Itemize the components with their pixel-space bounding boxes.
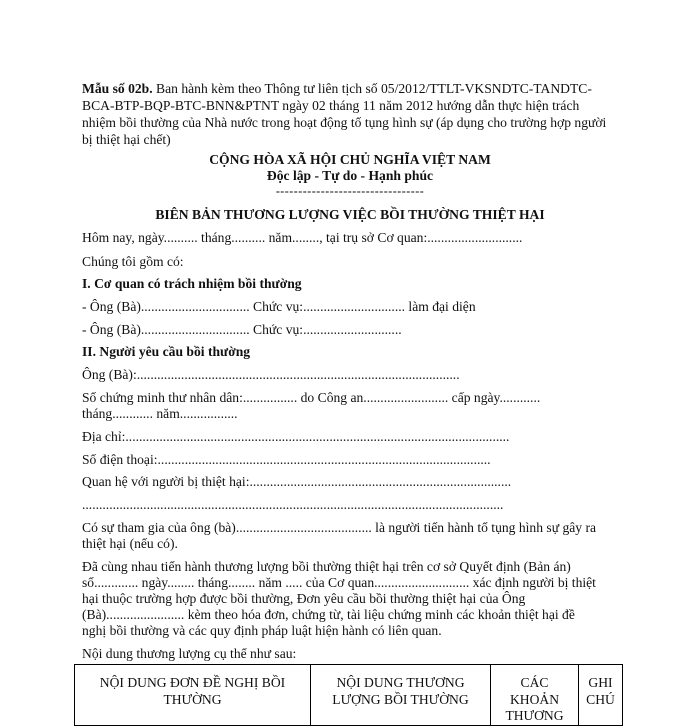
blank-dotted-line: ............................................................................................................................	[82, 497, 504, 512]
form-header-line-3: nhiệm bồi thường của Nhà nước trong hoạt động tố tụng hình sự (áp dụng cho trường hợp người	[82, 115, 607, 130]
motto-divider: ---------------------------------	[275, 184, 425, 198]
form-header-line-1	[82, 81, 592, 98]
phone-line: Số điện thoại:..................................................................................................	[82, 452, 491, 467]
document-title: BIÊN BẢN THƯƠNG LƯỢNG VIỆC BỒI THƯỜNG THIỆT HẠI	[155, 207, 545, 222]
representative-1-line: - Ông (Bà)................................ Chức vụ:.............................. làm đại diện	[82, 299, 476, 314]
participation-line-2: thiệt hại (nếu có).	[82, 536, 178, 551]
content-intro-line: Nội dung thương lượng cụ thể như sau:	[82, 646, 297, 661]
table-header-row	[75, 665, 623, 726]
agreement-line-5: nghị bồi thường và các quy định pháp luật hiện hành có liên quan.	[82, 623, 442, 638]
id-card-line-1: Số chứng minh thư nhân dân:................ do Công an......................... cấp ngày............	[82, 390, 541, 405]
representative-2-line: - Ông (Bà)................................ Chức vụ:.............................	[82, 322, 402, 337]
address-line: Địa chỉ:.................................................................................................................	[82, 429, 510, 444]
agreement-line-2: số............. ngày........ tháng........ năm ..... của Cơ quan............................ xác định người bị thiệt	[82, 575, 596, 590]
nation-motto: Độc lập - Tự do - Hạnh phúc	[266, 168, 434, 183]
header-cell-notes: GHI CHÚ	[579, 665, 623, 726]
form-header-text: Ban hành kèm theo Thông tư liên tịch số 05/2012/TTLT-VKSNDTC-TANDTC-	[152, 81, 592, 96]
form-code: Mẫu số 02b.	[82, 81, 153, 96]
claimant-line: Ông (Bà):...............................................................................................	[82, 367, 460, 382]
id-card-line-2: tháng............ năm.................	[82, 406, 238, 421]
section-2-heading: II. Người yêu cầu bồi thường	[82, 344, 251, 359]
header-cell-claim-content: NỘI DUNG ĐƠN ĐỀ NGHỊ BỒI THƯỜNG	[75, 665, 311, 726]
participation-line-1: Có sự tham gia của ông (bà)........................................ là người tiến hành tố tụng hình sự gây ra	[82, 520, 597, 535]
intro-line: Hôm nay, ngày.......... tháng.......... năm........, tại trụ sở Cơ quan:............................	[82, 230, 523, 245]
header-cell-amounts: CÁC KHOẢN THƯƠNG	[491, 665, 579, 726]
nation-title: CỘNG HÒA XÃ HỘI CHỦ NGHĨA VIỆT NAM	[209, 152, 491, 167]
agreement-line-1: Đã cùng nhau tiến hành thương lượng bồi thường thiệt hại trên cơ sở Quyết định (Bản án)	[82, 559, 571, 574]
agreement-line-4: (Bà)....................... kèm theo hóa đơn, chứng từ, tài liệu chứng minh các khoản thiệt hại đề	[82, 607, 575, 622]
header-cell-negotiation-content: NỘI DUNG THƯƠNG LƯỢNG BỒI THƯỜNG	[311, 665, 491, 726]
relation-line: Quan hệ với người bị thiệt hại:.............................................................................	[82, 474, 512, 489]
we-include-line: Chúng tôi gồm có:	[82, 254, 184, 269]
section-1-heading: I. Cơ quan có trách nhiệm bồi thường	[82, 276, 302, 291]
agreement-line-3: hại thuộc trường hợp được bồi thường, Đơn yêu cầu bồi thường thiệt hại của Ông	[82, 591, 526, 606]
form-header-line-2: BCA-BTP-BQP-BTC-BNN&PTNT ngày 02 tháng 11 năm 2012 hướng dẫn thực hiện trách	[82, 98, 580, 113]
form-header-line-4: bị thiệt hại chết)	[82, 132, 171, 147]
negotiation-table	[74, 664, 623, 726]
